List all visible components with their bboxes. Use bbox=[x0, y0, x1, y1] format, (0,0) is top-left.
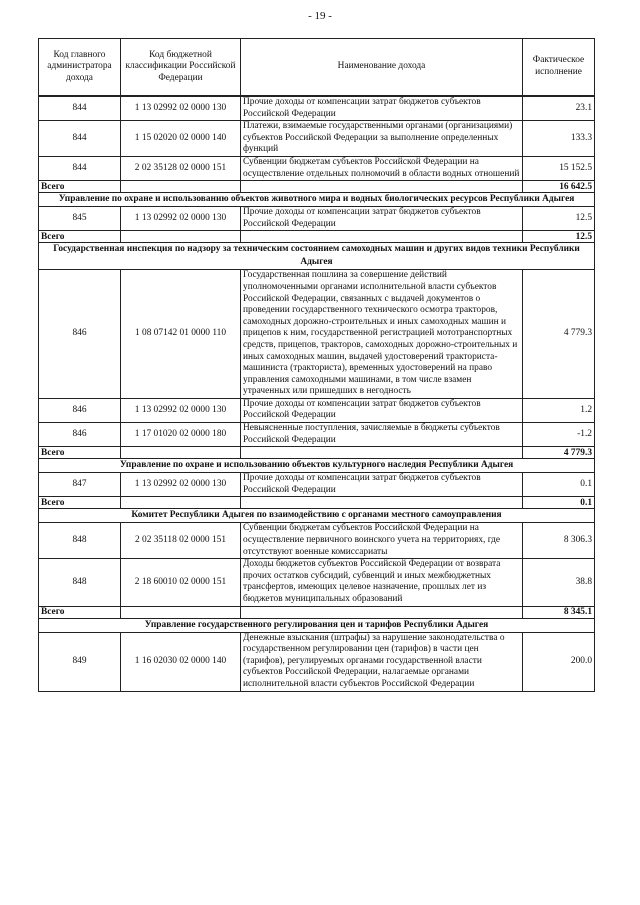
amount-cell: 4 779.3 bbox=[523, 270, 595, 399]
total-label: Всего bbox=[39, 497, 121, 509]
section-title: Комитет Республики Адыгея по взаимодействию с органами местного самоуправления bbox=[39, 509, 595, 523]
total-amount: 16 642.5 bbox=[523, 181, 595, 193]
amount-cell: 23.1 bbox=[523, 96, 595, 121]
total-empty-cell bbox=[241, 231, 523, 243]
total-amount: 4 779.3 bbox=[523, 447, 595, 459]
table-row bbox=[39, 523, 595, 559]
income-name-cell: Платежи, взимаемые государственными органами (организациями) субъектов Российской Федерации за выполнение определенных функций bbox=[241, 121, 523, 157]
header-income-name: Наименование дохода bbox=[241, 39, 523, 97]
table-row bbox=[39, 270, 595, 399]
amount-cell: 1.2 bbox=[523, 398, 595, 422]
admin-code-cell: 844 bbox=[39, 96, 121, 121]
section-header-row bbox=[39, 459, 595, 473]
total-label: Всего bbox=[39, 181, 121, 193]
total-row bbox=[39, 606, 595, 618]
table-row bbox=[39, 423, 595, 447]
table-row bbox=[39, 207, 595, 231]
admin-code-cell: 845 bbox=[39, 207, 121, 231]
income-name-cell: Доходы бюджетов субъектов Российской Федерации от возврата прочих остатков субсидий, субвенций и иных межбюджетных трансфертов, имеющих целевое назначение, прошлых лет из бюджетов муниципальных образований bbox=[241, 559, 523, 606]
budget-code-cell: 2 18 60010 02 0000 151 bbox=[121, 559, 241, 606]
amount-cell: 8 306.3 bbox=[523, 523, 595, 559]
total-label: Всего bbox=[39, 231, 121, 243]
income-name-cell: Государственная пошлина за совершение действий уполномоченными органами исполнительной власти субъектов Российской Федерации, связанных с выдачей документов о проведении государственного технического осмотра тракторов, самоходных дорожно-строительных и иных самоходных машин и прицепов к ним, государственной регистрацией мототранспортных средств, прицепов, тракторов, самоходных дорожно-строительных и иных самоходных машин, выдачей удостоверений тракториста-машиниста (тракториста), временных удостоверений на право управления самоходными машинами, в том числе взамен утраченных или пришедших в негодность bbox=[241, 270, 523, 399]
total-row bbox=[39, 181, 595, 193]
income-name-cell: Прочие доходы от компенсации затрат бюджетов субъектов Российской Федерации bbox=[241, 207, 523, 231]
total-empty-cell bbox=[121, 181, 241, 193]
total-amount: 12.5 bbox=[523, 231, 595, 243]
budget-code-cell: 1 15 02020 02 0000 140 bbox=[121, 121, 241, 157]
admin-code-cell: 846 bbox=[39, 398, 121, 422]
section-title: Управление государственного регулирования цен и тарифов Республики Адыгея bbox=[39, 618, 595, 632]
amount-cell: 200.0 bbox=[523, 632, 595, 691]
revenue-table bbox=[38, 38, 595, 692]
table-row bbox=[39, 632, 595, 691]
header-actual: Фактическое исполнение bbox=[523, 39, 595, 97]
header-budget-code: Код бюджетной классификации Российской Федерации bbox=[121, 39, 241, 97]
total-empty-cell bbox=[241, 447, 523, 459]
table-row bbox=[39, 398, 595, 422]
budget-code-cell: 1 13 02992 02 0000 130 bbox=[121, 207, 241, 231]
amount-cell: 0.1 bbox=[523, 473, 595, 497]
section-header-row bbox=[39, 618, 595, 632]
amount-cell: -1.2 bbox=[523, 423, 595, 447]
budget-code-cell: 1 13 02992 02 0000 130 bbox=[121, 473, 241, 497]
table-row bbox=[39, 559, 595, 606]
table-row bbox=[39, 156, 595, 180]
table-row bbox=[39, 96, 595, 121]
section-title: Государственная инспекция по надзору за техническим состоянием самоходных машин и других видов техники Республики Адыгея bbox=[39, 243, 595, 270]
section-title: Управление по охране и использованию объектов животного мира и водных биологических ресурсов Республики Адыгея bbox=[39, 193, 595, 207]
amount-cell: 38.8 bbox=[523, 559, 595, 606]
admin-code-cell: 844 bbox=[39, 121, 121, 157]
total-label: Всего bbox=[39, 447, 121, 459]
total-row bbox=[39, 447, 595, 459]
budget-code-cell: 1 17 01020 02 0000 180 bbox=[121, 423, 241, 447]
income-name-cell: Денежные взыскания (штрафы) за нарушение законодательства о государственном регулировании цен (тарифов) в части цен (тарифов), регулируемых органами государственной власти субъектов Российской Федерации, налагаемые органами исполнительной власти субъектов Российской Федерации bbox=[241, 632, 523, 691]
total-empty-cell bbox=[121, 447, 241, 459]
budget-code-cell: 1 08 07142 01 0000 110 bbox=[121, 270, 241, 399]
budget-code-cell: 2 02 35118 02 0000 151 bbox=[121, 523, 241, 559]
header-admin-code: Код главного администратора дохода bbox=[39, 39, 121, 97]
amount-cell: 12.5 bbox=[523, 207, 595, 231]
admin-code-cell: 848 bbox=[39, 523, 121, 559]
total-row bbox=[39, 231, 595, 243]
total-amount: 0.1 bbox=[523, 497, 595, 509]
section-header-row bbox=[39, 243, 595, 270]
table-header-row bbox=[39, 39, 595, 97]
page-number: - 19 - bbox=[308, 10, 332, 22]
budget-code-cell: 1 16 02030 02 0000 140 bbox=[121, 632, 241, 691]
total-empty-cell bbox=[241, 181, 523, 193]
budget-code-cell: 2 02 35128 02 0000 151 bbox=[121, 156, 241, 180]
table-body bbox=[39, 96, 595, 691]
amount-cell: 133.3 bbox=[523, 121, 595, 157]
total-row bbox=[39, 497, 595, 509]
admin-code-cell: 844 bbox=[39, 156, 121, 180]
income-name-cell: Невыясненные поступления, зачисляемые в бюджеты субъектов Российской Федерации bbox=[241, 423, 523, 447]
income-name-cell: Прочие доходы от компенсации затрат бюджетов субъектов Российской Федерации bbox=[241, 398, 523, 422]
admin-code-cell: 848 bbox=[39, 559, 121, 606]
total-empty-cell bbox=[241, 606, 523, 618]
total-empty-cell bbox=[121, 497, 241, 509]
total-label: Всего bbox=[39, 606, 121, 618]
total-amount: 8 345.1 bbox=[523, 606, 595, 618]
total-empty-cell bbox=[241, 497, 523, 509]
income-name-cell: Субвенции бюджетам субъектов Российской Федерации на осуществление отдельных полномочий в области водных отношений bbox=[241, 156, 523, 180]
income-name-cell: Прочие доходы от компенсации затрат бюджетов субъектов Российской Федерации bbox=[241, 473, 523, 497]
section-header-row bbox=[39, 509, 595, 523]
admin-code-cell: 849 bbox=[39, 632, 121, 691]
table-row bbox=[39, 121, 595, 157]
income-name-cell: Субвенции бюджетам субъектов Российской Федерации на осуществление первичного воинского учета на территориях, где отсутствуют военные комиссариаты bbox=[241, 523, 523, 559]
admin-code-cell: 846 bbox=[39, 423, 121, 447]
budget-code-cell: 1 13 02992 02 0000 130 bbox=[121, 398, 241, 422]
admin-code-cell: 847 bbox=[39, 473, 121, 497]
admin-code-cell: 846 bbox=[39, 270, 121, 399]
section-header-row bbox=[39, 193, 595, 207]
total-empty-cell bbox=[121, 606, 241, 618]
table-row bbox=[39, 473, 595, 497]
total-empty-cell bbox=[121, 231, 241, 243]
income-name-cell: Прочие доходы от компенсации затрат бюджетов субъектов Российской Федерации bbox=[241, 96, 523, 121]
amount-cell: 15 152.5 bbox=[523, 156, 595, 180]
budget-code-cell: 1 13 02992 02 0000 130 bbox=[121, 96, 241, 121]
section-title: Управление по охране и использованию объектов культурного наследия Республики Адыгея bbox=[39, 459, 595, 473]
